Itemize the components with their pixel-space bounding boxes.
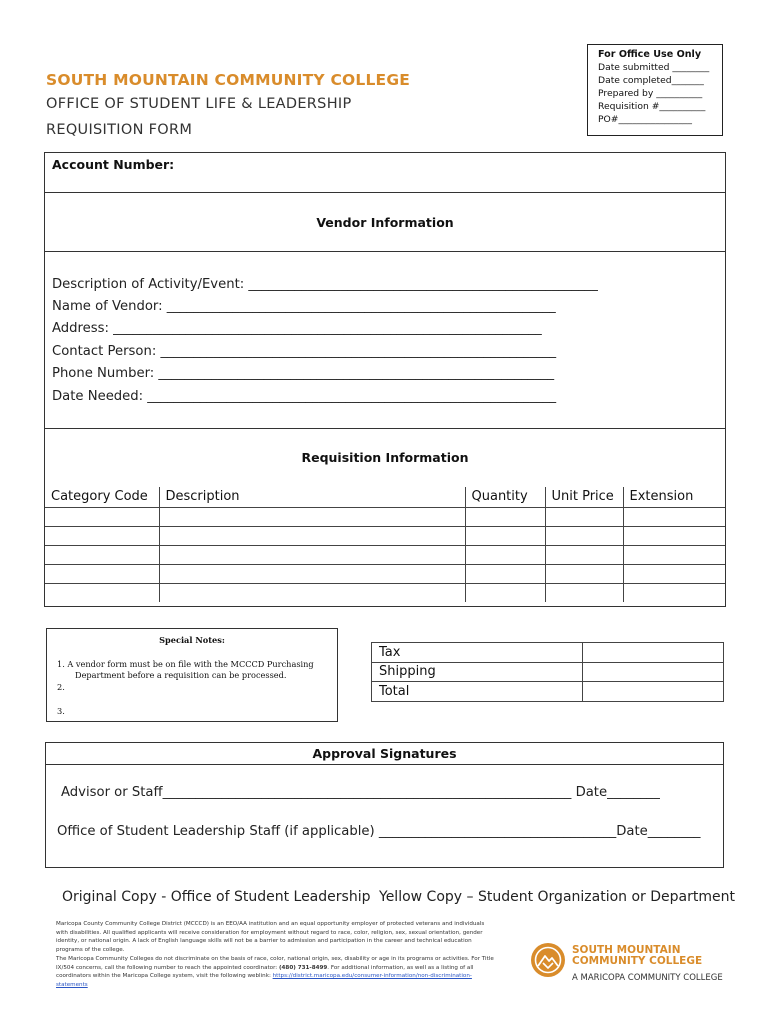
account-number-label[interactable]: Account Number: [52,157,175,172]
college-title: SOUTH MOUNTAIN COMMUNITY COLLEGE [46,71,411,89]
table-cell[interactable] [159,526,465,545]
note-item: Department before a requisition can be processed. [75,670,287,680]
table-cell[interactable] [545,545,623,564]
table-cell[interactable] [623,564,725,583]
date-needed-field[interactable]: Date Needed: ______________________________________________________________ [52,389,557,404]
divider [45,192,725,193]
table-row[interactable] [45,526,725,545]
table-cell[interactable] [159,583,465,602]
table-header-row [45,487,725,507]
mountain-emblem-icon [530,942,566,978]
total-value[interactable] [583,682,724,702]
advisor-signature-field[interactable]: Advisor or Staff______________________________________________________________ Date________ [61,785,660,800]
shipping-label: Shipping [372,662,583,682]
activity-field[interactable]: Description of Activity/Event: _____________________________________________________ [52,277,598,292]
original-copy-note: Original Copy - Office of Student Leadership [62,889,371,905]
po-number-field[interactable]: PO#________________ [598,114,692,125]
legal-paragraph: Maricopa County Community College District (MCCCD) is an EEO/AA institution and an equal opportunity employer of protected veterans and individuals with disabilities. All qualified applicants will receive consideration for employment without regard to race, color, religion, sex, sexual orientation, gender identity, or national origin. A lack of English language skills will not be a barrier to admission and participation in the career and technical education programs of the college. [56,921,485,954]
table-cell[interactable] [623,583,725,602]
table-cell[interactable] [45,564,159,583]
table-cell[interactable] [465,526,545,545]
requisition-number-field[interactable]: Requisition #__________ [598,101,706,112]
office-use-box [587,44,723,136]
vendor-heading: Vendor Information [316,215,454,230]
table-cell[interactable] [623,526,725,545]
office-title: OFFICE OF STUDENT LIFE & LEADERSHIP [46,96,352,112]
column-header: Extension [623,487,725,507]
phone-number-field[interactable]: Phone Number: ____________________________________________________________ [52,366,555,381]
vendor-name-field[interactable]: Name of Vendor: ___________________________________________________________ [52,299,556,314]
table-cell[interactable] [545,507,623,526]
column-header: Category Code [45,487,159,507]
table-cell[interactable] [545,526,623,545]
note-item: 1. A vendor form must be on file with the MCCCD Purchasing [57,659,314,669]
table-cell[interactable] [465,564,545,583]
table-row[interactable] [45,507,725,526]
date-completed-field[interactable]: Date completed_______ [598,75,704,86]
table-cell[interactable] [465,545,545,564]
tax-value[interactable] [583,643,724,663]
contact-person-field[interactable]: Contact Person: ____________________________________________________________ [52,344,557,359]
form-title: REQUISITION FORM [46,122,193,138]
table-row [372,682,724,702]
requisition-table [45,487,725,602]
column-header: Description [159,487,465,507]
logo-tagline: A MARICOPA COMMUNITY COLLEGE [572,973,723,983]
table-cell[interactable] [45,526,159,545]
special-notes-box [46,628,338,722]
requisition-heading: Requisition Information [301,450,469,465]
table-cell[interactable] [545,583,623,602]
table-cell[interactable] [45,583,159,602]
table-row[interactable] [45,564,725,583]
shipping-value[interactable] [583,662,724,682]
legal-statement [56,920,496,990]
legal-paragraph: . For additional information, as well as a listing of all coordinators within the Maricopa College system, visit the following weblink: [56,964,474,980]
table-row[interactable] [45,545,725,564]
nondiscrimination-link[interactable]: https://district.maricopa.edu/consumer-information/non-discrimination-statements [56,973,472,988]
tax-label: Tax [372,643,583,663]
column-header: Unit Price [545,487,623,507]
college-logo [528,938,723,988]
requisition-main-box [44,152,726,607]
table-cell[interactable] [623,545,725,564]
totals-table [371,642,724,702]
legal-paragraph: The Maricopa Community Colleges do not discriminate on the basis of race, color, national origin, sex, disability or age in its programs or activities. For Title IX/504 concerns, call the following number to reach the appointed coordinator: [56,955,494,971]
table-cell[interactable] [545,564,623,583]
approval-heading: Approval Signatures [46,743,723,765]
table-cell[interactable] [45,507,159,526]
note-item: 3. [57,706,65,716]
table-row[interactable] [45,583,725,602]
logo-text: SOUTH MOUNTAIN COMMUNITY COLLEGE [572,944,703,967]
special-notes-heading: Special Notes: [159,635,225,645]
note-item: 2. [57,682,65,692]
table-row [372,662,724,682]
table-cell[interactable] [45,545,159,564]
column-header: Quantity [465,487,545,507]
total-label: Total [372,682,583,702]
date-submitted-field[interactable]: Date submitted ________ [598,62,710,73]
approval-box [45,742,724,868]
yellow-copy-note: Yellow Copy – Student Organization or Department [379,889,735,905]
staff-signature-field[interactable]: Office of Student Leadership Staff (if applicable) ____________________________________Date________ [57,824,701,839]
office-use-heading: For Office Use Only [598,49,702,60]
table-row [372,643,724,663]
divider [45,251,725,252]
prepared-by-field[interactable]: Prepared by __________ [598,88,703,99]
divider [45,428,725,429]
table-cell[interactable] [159,564,465,583]
address-field[interactable]: Address: _________________________________________________________________ [52,321,542,336]
table-cell[interactable] [465,583,545,602]
table-cell[interactable] [159,507,465,526]
coordinator-phone: (480) 731-8499 [278,964,328,971]
table-cell[interactable] [465,507,545,526]
table-cell[interactable] [159,545,465,564]
table-cell[interactable] [623,507,725,526]
